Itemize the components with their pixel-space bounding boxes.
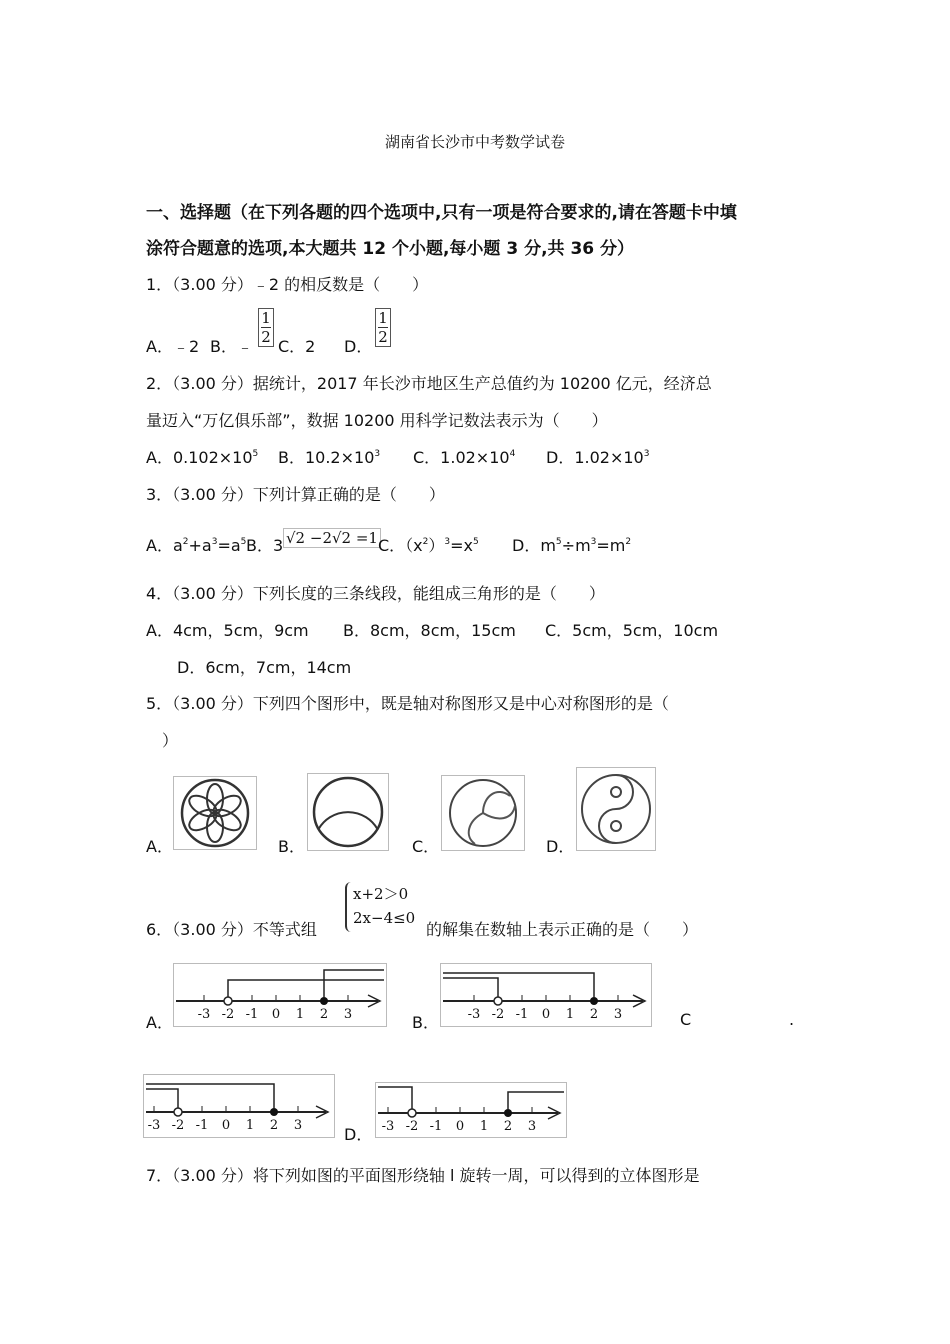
q5-stem-line1: 5．（3.00 分）下列四个图形中，既是轴对称图形又是中心对称图形的是（ [146,694,669,713]
tick-label: 1 [565,1007,575,1022]
closed-point-2 [270,1108,278,1116]
q6-option-b: B． [412,1013,439,1032]
tick-label: -1 [245,1007,259,1022]
q6-stem-prefix: 6．（3.00 分）不等式组 [146,920,317,939]
frac-denominator: 2 [261,328,271,346]
q5-figure-c-triskelion [441,775,525,851]
q4-stem: 4．（3.00 分）下列长度的三条线段，能组成三角形的是（ ） [146,584,605,603]
q4-option-d: D．6cm，7cm，14cm [177,658,352,677]
q6-numberline-c [143,1074,335,1138]
q1-fraction-d [375,308,391,347]
tick-label: 0 [221,1118,231,1133]
tick-label: 3 [293,1118,303,1133]
q7-stem: 7．（3.00 分）将下列如图的平面图形绕轴 l 旋转一周，可以得到的立体图形是 [146,1166,700,1185]
q5-option-b: B． [278,837,305,856]
section-heading-line2: 涂符合题意的选项,本大题共 12 个小题,每小题 3 分,共 36 分） [146,239,635,259]
q6-stem-suffix: 的解集在数轴上表示正确的是（ ） [426,920,699,939]
q4-option-b: B．8cm，8cm，15cm [343,621,516,640]
q2-stem-line1: 2．（3.00 分）据统计，2017 年长沙市地区生产总值约为 10200 亿元，经济总 [146,374,712,393]
open-point-minus-2 [224,997,232,1005]
section-heading-line1: 一、选择题（在下列各题的四个选项中,只有一项是符合要求的,请在答题卡中填 [146,203,737,223]
tick-label: 0 [271,1007,281,1022]
solution-bracket-left [378,1087,412,1109]
tick-label: -3 [147,1118,161,1133]
closed-point-2 [590,997,598,1005]
solution-bracket-a-right [324,970,384,997]
closed-point-2 [320,997,328,1005]
q6-numberline-b [440,963,652,1027]
open-point-minus-2 [174,1108,182,1116]
tick-label: 1 [479,1119,489,1134]
q3-sqrt-expression: √2 −2√2 =1 [283,528,381,548]
q6-numberline-a [173,963,387,1027]
tick-label: -3 [467,1007,481,1022]
tick-label: -1 [195,1118,209,1133]
q6-inequality-2: 2x−4≤0 [353,909,416,927]
open-point-minus-2 [494,997,502,1005]
frac-numerator: 1 [378,309,388,327]
q3-option-d: D．$m^5\div m^3=m^2$ [512,536,632,555]
q5-option-c: C． [412,837,440,856]
q1-option-c: C．2 [278,337,316,356]
q6-option-d: D． [344,1125,373,1144]
q6-option-c-dot: . [789,1010,795,1029]
solution-bracket-a-left [228,980,384,997]
q3-stem: 3．（3.00 分）下列计算正确的是（ ） [146,485,445,504]
q4-option-c: C．5cm，5cm，10cm [545,621,719,640]
q3-option-c: C．$(x^2)^3=x^5$ [378,536,479,555]
tick-label: -2 [405,1119,419,1134]
tick-label: -1 [515,1007,529,1022]
tick-label: -1 [429,1119,443,1134]
open-point-minus-2 [408,1109,416,1117]
solution-bracket-inner [146,1089,178,1108]
q5-figure-b-three-arcs [307,773,389,851]
q2-option-c: C．$1.02\times 10^4$ [413,448,516,467]
frac-denominator: 2 [378,328,388,346]
q2-option-a: A．$0.102\times 10^5$ [146,448,259,467]
solution-bracket-right [508,1092,564,1109]
tick-label: 1 [295,1007,305,1022]
tick-label: -2 [221,1007,235,1022]
q2-option-d: D．$1.02\times 10^3$ [546,448,650,467]
q3-option-a: A．$a^2+a^3=a^5$ [146,536,247,555]
q2-option-b: B．$10.2\times 10^3$ [278,448,381,467]
q5-stem-line2: ） [162,731,179,750]
q4-option-a: A．4cm，5cm，9cm [146,621,309,640]
q5-figure-d-yinyang [576,767,656,851]
q6-option-c: C [680,1010,692,1029]
tick-label: 3 [527,1119,537,1134]
tick-label: 3 [343,1007,353,1022]
q1-option-a: A．﹣2 [146,337,200,356]
tick-label: -2 [491,1007,505,1022]
q6-option-a: A． [146,1013,173,1032]
tick-label: -3 [197,1007,211,1022]
solution-bracket-left-ray [146,1084,274,1108]
q5-option-a: A． [146,837,173,856]
tick-label: 2 [319,1007,329,1022]
q1-option-b: B．﹣ [210,337,253,356]
closed-point-2 [504,1109,512,1117]
tick-label: 0 [455,1119,465,1134]
tick-label: 0 [541,1007,551,1022]
q1-stem: 1．（3.00 分）﹣2 的相反数是（ ） [146,275,429,294]
q5-option-d: D． [546,837,575,856]
q3-option-b: B．3 [246,536,284,555]
solution-bracket-left-ray [443,973,594,997]
tick-label: 1 [245,1118,255,1133]
solution-bracket-inner [443,978,498,997]
tick-label: 3 [613,1007,623,1022]
tick-label: -2 [171,1118,185,1133]
tick-label: 2 [589,1007,599,1022]
q6-inequality-1: x+2＞0 [353,885,409,903]
q6-inequality-system [345,882,415,932]
tick-label: 2 [269,1118,279,1133]
q6-numberline-d [375,1082,567,1138]
tick-label: 2 [503,1119,513,1134]
frac-numerator: 1 [261,309,271,327]
q1-option-d: D． [344,337,373,356]
q1-fraction-b [258,308,274,347]
tick-label: -3 [381,1119,395,1134]
page-title: 湖南省长沙市中考数学试卷 [384,133,565,151]
q5-figure-a-flower [173,776,257,850]
q2-stem-line2: 量迈入“万亿俱乐部”，数据 10200 用科学记数法表示为（ ） [146,411,608,430]
